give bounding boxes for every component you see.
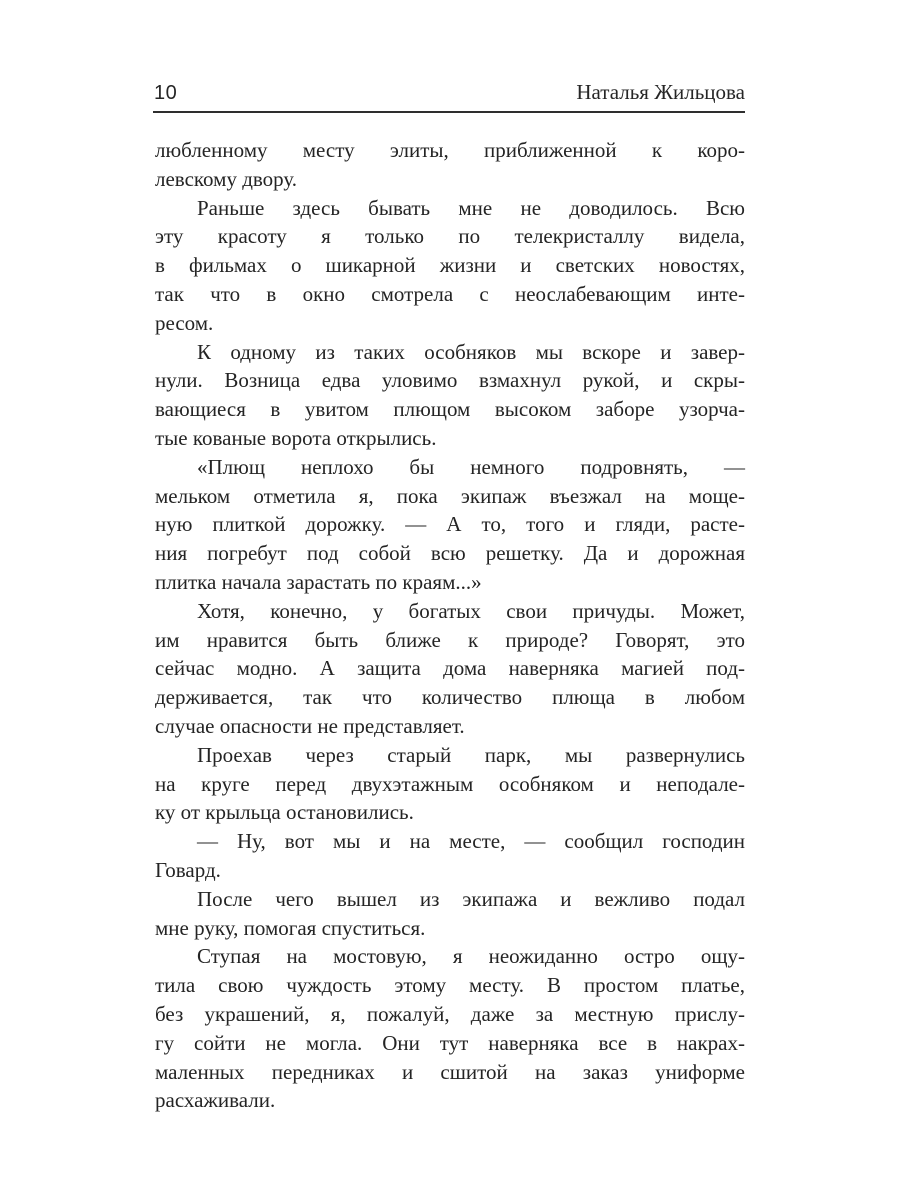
text-line: Хотя, конечно, у богатых свои причуды. Может,	[197, 598, 745, 623]
text-line: мельком отметила я, пока экипаж въезжал на моще-	[155, 483, 745, 508]
text-line: ния погребут под собой всю решетку. Да и дорожная	[155, 541, 745, 566]
text-line: Говард.	[155, 857, 221, 882]
paragraph	[155, 597, 745, 741]
text-line: случае опасности не представляет.	[155, 713, 465, 738]
text-line: ресом.	[155, 310, 214, 335]
page-text	[155, 136, 745, 1115]
paragraph	[155, 136, 745, 194]
text-line: на круге перед двухэтажным особняком и неподале-	[155, 771, 745, 796]
paragraph	[155, 885, 745, 943]
text-line: Раньше здесь бывать мне не доводилось. Всю	[197, 195, 745, 220]
text-line: маленных передниках и сшитой на заказ униформе	[155, 1059, 745, 1084]
text-line: тые кованые ворота открылись.	[155, 425, 437, 450]
text-line: Ступая на мостовую, я неожиданно остро ощу-	[197, 944, 745, 969]
text-line: гу сойти не могла. Они тут наверняка все в накрах-	[155, 1030, 745, 1055]
text-line: без украшений, я, пожалуй, даже за местную прислу-	[155, 1001, 745, 1026]
text-line: держивается, так что количество плюща в любом	[155, 685, 745, 710]
text-line: ную плиткой дорожку. — А то, того и гляди, расте-	[155, 512, 745, 537]
paragraph	[155, 453, 745, 597]
text-line: мне руку, помогая спуститься.	[155, 915, 426, 940]
text-line: нули. Возница едва уловимо взмахнул рукой, и скры-	[155, 368, 745, 393]
header-rule	[153, 111, 745, 113]
text-line: вающиеся в увитом плющом высоком заборе узорча-	[155, 397, 745, 422]
text-line: ку от крыльца остановились.	[155, 800, 414, 825]
text-line: так что в окно смотрела с неослабевающим инте-	[155, 281, 745, 306]
text-line: плитка начала зарастать по краям...»	[155, 569, 482, 594]
paragraph	[155, 942, 745, 1115]
text-line: эту красоту я только по телекристаллу видела,	[155, 224, 745, 249]
text-line: им нравится быть ближе к природе? Говорят, это	[155, 627, 745, 652]
text-line: Проехав через старый парк, мы развернулись	[197, 742, 745, 767]
text-line: тила свою чуждость этому месту. В простом платье,	[155, 973, 745, 998]
paragraph	[155, 741, 745, 827]
text-line: К одному из таких особняков мы вскоре и завер-	[197, 339, 745, 364]
text-line: «Плющ неплохо бы немного подровнять, —	[197, 454, 745, 479]
text-line: сейчас модно. А защита дома наверняка магией под-	[155, 656, 745, 681]
text-line: в фильмах о шикарной жизни и светских новостях,	[155, 253, 745, 278]
paragraph	[155, 338, 745, 453]
text-line: любленному месту элиты, приближенной к коро-	[155, 138, 745, 162]
paragraph	[155, 827, 745, 885]
text-line: расхаживали.	[155, 1088, 276, 1113]
text-line: — Ну, вот мы и на месте, — сообщил господин	[197, 829, 745, 854]
running-header	[154, 80, 745, 105]
page-number: 10	[154, 82, 178, 104]
text-line: После чего вышел из экипажа и вежливо подал	[197, 886, 745, 911]
text-line: левскому двору.	[155, 166, 298, 191]
running-header-author: Наталья Жильцова	[576, 80, 745, 104]
paragraph	[155, 194, 745, 338]
